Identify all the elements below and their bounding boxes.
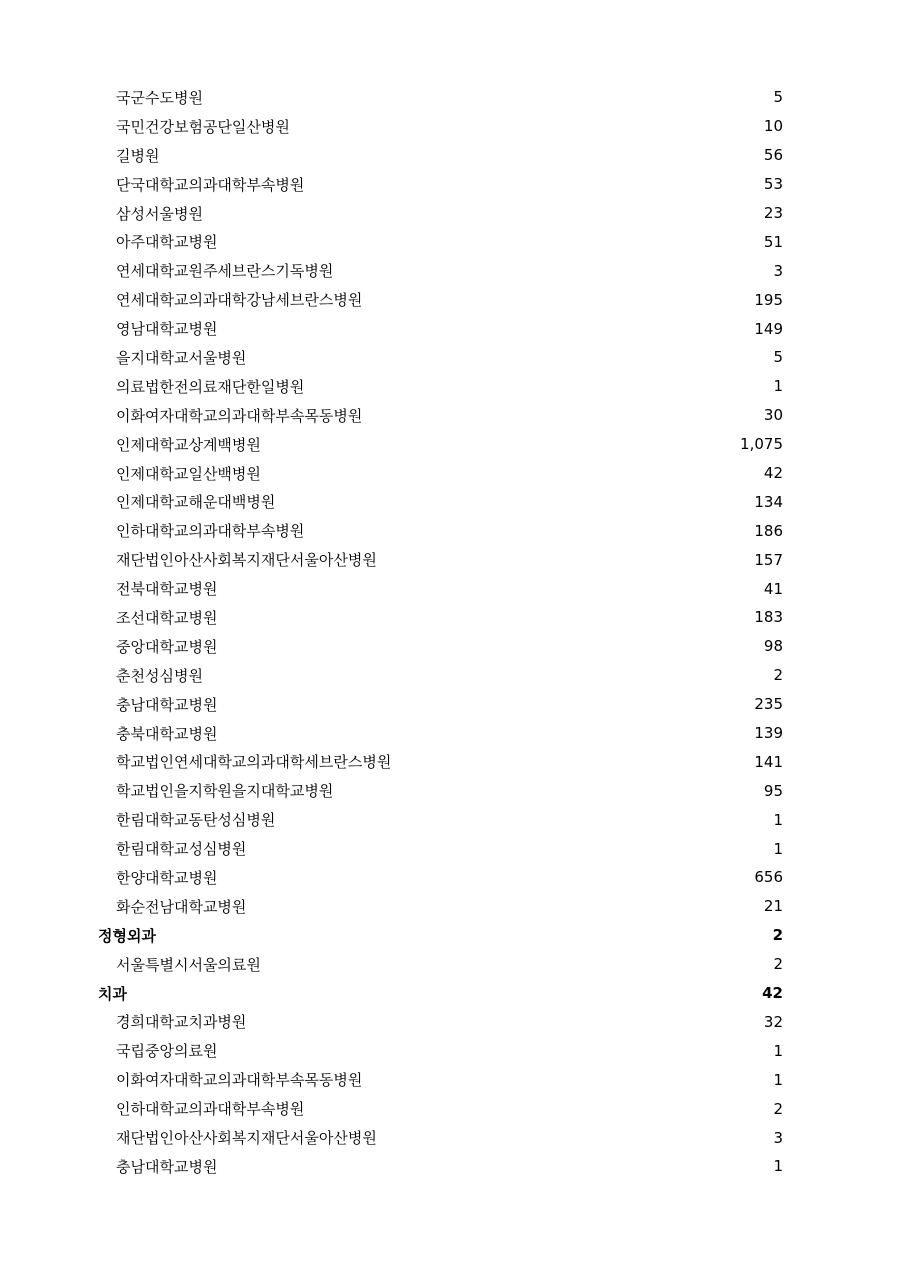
table-row (96, 314, 786, 343)
category-name: 치과 (98, 984, 127, 1003)
table-row (96, 1094, 786, 1123)
hospital-count: 1 (773, 1070, 783, 1089)
table-row (96, 141, 786, 170)
hospital-count: 42 (763, 464, 783, 483)
table-row (96, 603, 786, 632)
hospital-count: 1 (773, 810, 783, 829)
hospital-name: 인하대학교의과대학부속병원 (116, 522, 305, 541)
table-row (96, 1065, 786, 1094)
category-row (96, 921, 786, 950)
table-row (96, 199, 786, 228)
hospital-name: 길병원 (116, 146, 160, 165)
table-row (96, 83, 786, 112)
table-row (96, 690, 786, 719)
hospital-name: 영남대학교병원 (116, 320, 218, 339)
hospital-count: 1 (773, 839, 783, 858)
hospital-name: 전북대학교병원 (116, 580, 218, 599)
table-row (96, 863, 786, 892)
hospital-count: 56 (763, 146, 783, 165)
hospital-count: 98 (763, 637, 783, 656)
hospital-count: 51 (763, 232, 783, 251)
hospital-count: 157 (754, 550, 783, 569)
table-row (96, 430, 786, 459)
table-row (96, 1123, 786, 1152)
hospital-count: 2 (773, 1099, 783, 1118)
hospital-count: 21 (763, 897, 783, 916)
table-row (96, 459, 786, 488)
table-row (96, 776, 786, 805)
category-row (96, 979, 786, 1008)
hospital-name: 이화여자대학교의과대학부속목동병원 (116, 1071, 363, 1090)
hospital-count: 5 (773, 348, 783, 367)
hospital-name: 을지대학교서울병원 (116, 348, 247, 367)
hospital-count: 195 (754, 290, 783, 309)
hospital-name: 인하대학교의과대학부속병원 (116, 1100, 305, 1119)
hospital-name: 경희대학교치과병원 (116, 1013, 247, 1032)
table-row (96, 227, 786, 256)
hospital-count: 3 (773, 1128, 783, 1147)
hospital-name: 한림대학교동탄성심병원 (116, 811, 276, 830)
table-row (96, 834, 786, 863)
hospital-count: 235 (754, 695, 783, 714)
table-row (96, 1008, 786, 1037)
hospital-name: 화순전남대학교병원 (116, 897, 247, 916)
hospital-name: 서울특별시서울의료원 (116, 955, 261, 974)
table-row (96, 950, 786, 979)
hospital-name: 인제대학교해운대백병원 (116, 493, 276, 512)
table-row (96, 1036, 786, 1065)
hospital-count-table (96, 83, 786, 1181)
hospital-name: 연세대학교원주세브란스기독병원 (116, 262, 334, 281)
hospital-count: 134 (754, 492, 783, 511)
hospital-count: 1 (773, 377, 783, 396)
hospital-count: 95 (763, 781, 783, 800)
hospital-name: 인제대학교일산백병원 (116, 464, 261, 483)
table-row (96, 747, 786, 776)
table-row (96, 545, 786, 574)
hospital-count: 2 (773, 955, 783, 974)
hospital-name: 이화여자대학교의과대학부속목동병원 (116, 406, 363, 425)
table-row (96, 256, 786, 285)
hospital-name: 국립중앙의료원 (116, 1042, 218, 1061)
category-total: 42 (762, 984, 783, 1003)
hospital-name: 재단법인아산사회복지재단서울아산병원 (116, 1129, 377, 1147)
table-row (96, 574, 786, 603)
hospital-count: 5 (773, 88, 783, 107)
table-row (96, 1152, 786, 1181)
category-name: 정형외과 (98, 926, 156, 945)
hospital-name: 한양대학교병원 (116, 868, 218, 887)
hospital-count: 139 (754, 724, 783, 743)
hospital-name: 아주대학교병원 (116, 233, 218, 252)
hospital-name: 충북대학교병원 (116, 724, 218, 743)
hospital-name: 인제대학교상계백병원 (116, 435, 261, 454)
hospital-name: 국군수도병원 (116, 88, 203, 107)
table-row (96, 112, 786, 141)
hospital-count: 30 (763, 406, 783, 425)
hospital-name: 한림대학교성심병원 (116, 840, 247, 859)
table-row (96, 170, 786, 199)
hospital-count: 186 (754, 521, 783, 540)
hospital-name: 연세대학교의과대학강남세브란스병원 (116, 291, 363, 310)
table-row (96, 487, 786, 516)
hospital-count: 183 (754, 608, 783, 627)
hospital-count: 141 (754, 752, 783, 771)
hospital-name: 춘천성심병원 (116, 666, 203, 685)
hospital-name: 학교법인연세대학교의과대학세브란스병원 (116, 753, 392, 772)
table-row (96, 805, 786, 834)
table-row (96, 516, 786, 545)
hospital-name: 국민건강보험공단일산병원 (116, 117, 290, 136)
category-total: 2 (772, 926, 783, 945)
table-row (96, 719, 786, 748)
hospital-name: 단국대학교의과대학부속병원 (116, 175, 305, 194)
hospital-name: 조선대학교병원 (116, 608, 218, 627)
hospital-count: 41 (763, 579, 783, 598)
hospital-name: 중앙대학교병원 (116, 637, 218, 656)
table-row (96, 401, 786, 430)
hospital-name: 삼성서울병원 (116, 204, 203, 223)
hospital-count: 32 (763, 1012, 783, 1031)
table-row (96, 661, 786, 690)
table-row (96, 285, 786, 314)
hospital-count: 1,075 (740, 435, 783, 454)
table-row (96, 343, 786, 372)
hospital-count: 23 (763, 204, 783, 222)
hospital-count: 10 (763, 117, 783, 136)
hospital-count: 2 (773, 666, 783, 685)
hospital-name: 충남대학교병원 (116, 695, 218, 714)
hospital-count: 149 (754, 319, 783, 338)
table-row (96, 632, 786, 661)
table-row (96, 892, 786, 921)
table-row (96, 372, 786, 401)
hospital-name: 재단법인아산사회복지재단서울아산병원 (116, 551, 377, 570)
hospital-name: 충남대학교병원 (116, 1157, 218, 1176)
hospital-name: 학교법인을지학원을지대학교병원 (116, 782, 334, 801)
hospital-count: 53 (763, 175, 783, 194)
hospital-count: 3 (773, 261, 783, 280)
hospital-name: 의료법한전의료재단한일병원 (116, 377, 305, 396)
hospital-count: 1 (773, 1157, 783, 1176)
hospital-count: 1 (773, 1041, 783, 1060)
hospital-count: 656 (754, 868, 783, 887)
